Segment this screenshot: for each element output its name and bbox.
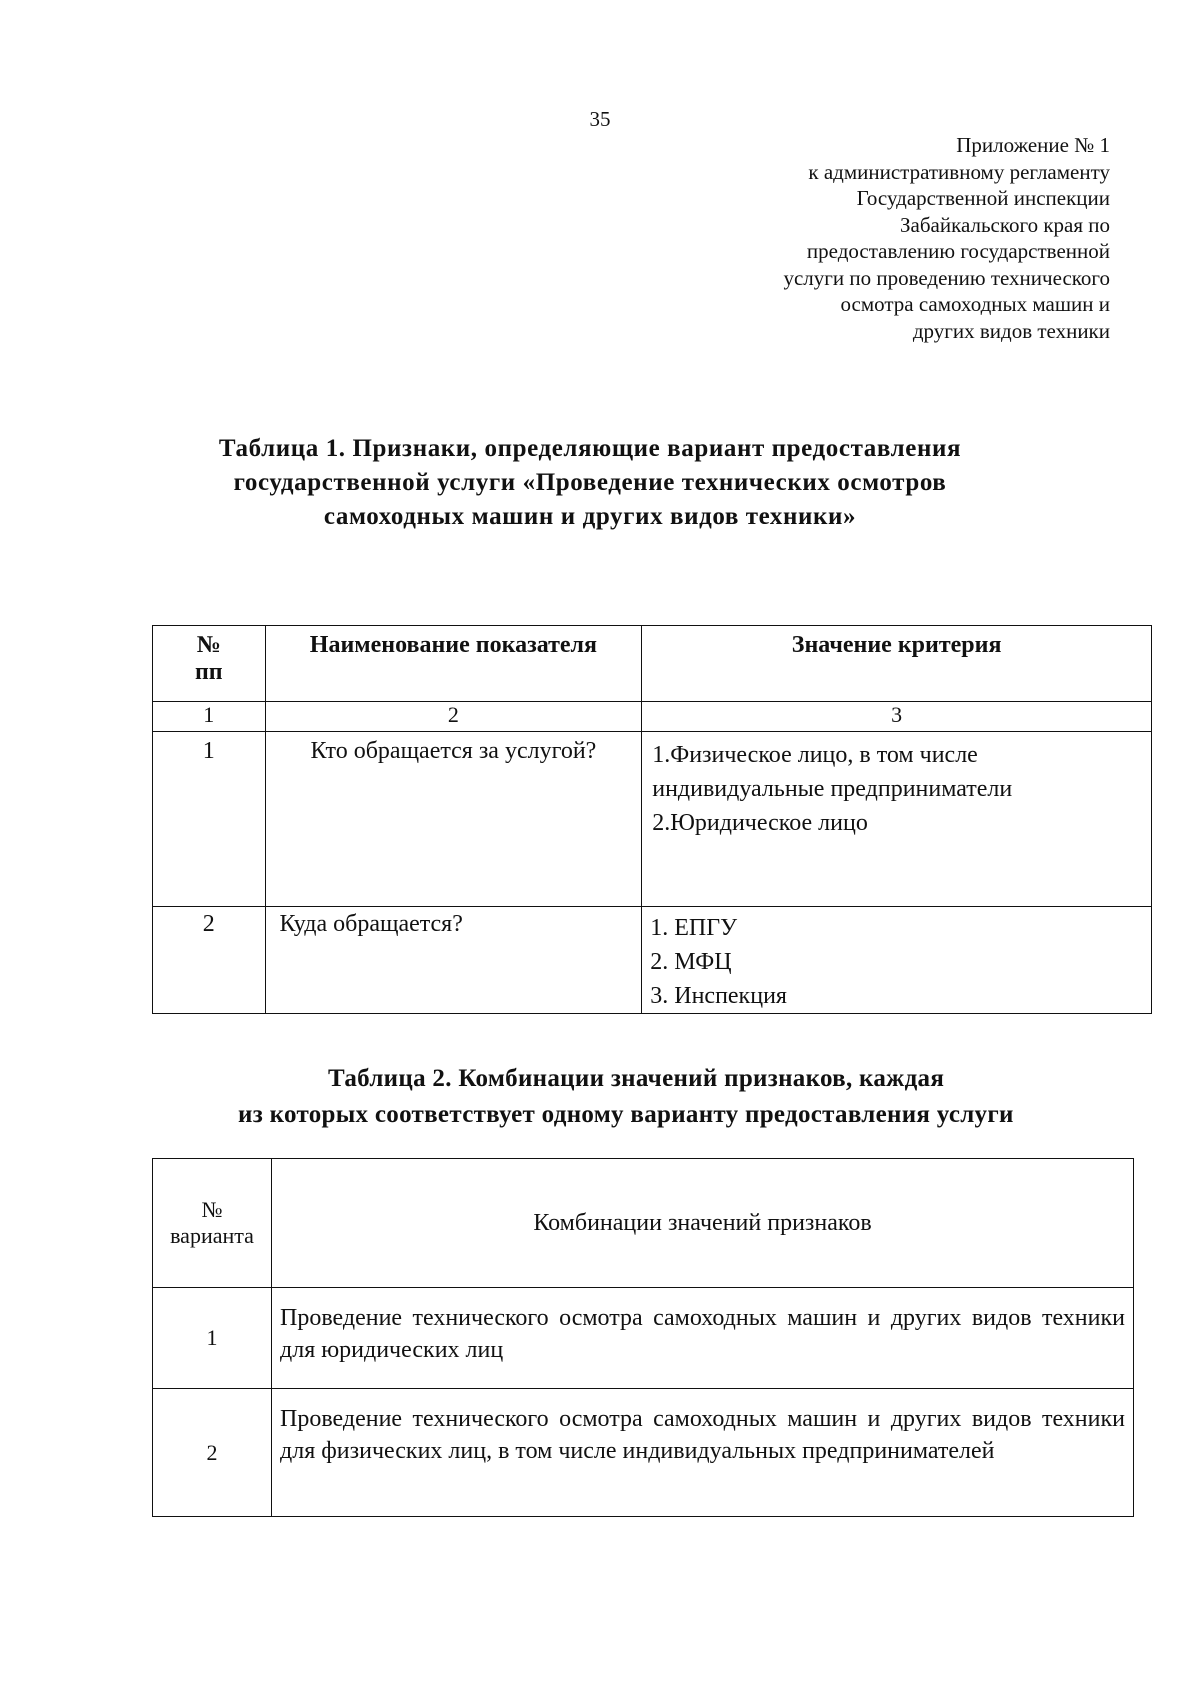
table-row	[153, 907, 1152, 1014]
column-number-cell: 3	[642, 702, 1152, 732]
row-number-cell: 1	[153, 732, 266, 907]
variant-number-cell: 1	[153, 1288, 272, 1389]
appendix-line: Приложение № 1	[956, 133, 1110, 157]
indicator-cell: Куда обращается?	[265, 907, 642, 1014]
column-number-row	[153, 702, 1152, 732]
indicator-cell: Кто обращается за услугой?	[265, 732, 642, 907]
appendix-line: Государственной инспекции	[856, 186, 1110, 210]
column-number-cell: 1	[153, 702, 266, 732]
header-number-line: №	[196, 632, 221, 658]
table-header-row	[153, 1159, 1134, 1288]
header-number-line: пп	[194, 659, 223, 685]
header-variant-cell	[153, 1159, 272, 1288]
criteria-line: 3. Инспекция	[650, 983, 787, 1009]
criteria-line: 2.Юридическое лицо	[652, 810, 868, 836]
criteria-cell	[642, 732, 1152, 907]
table1-title-line: Таблица 1. Признаки, определяющие вариант предоставления	[218, 435, 962, 462]
table2-title	[200, 1061, 1160, 1133]
page-number: 35	[589, 107, 611, 131]
header-criterion-cell: Значение критерия	[642, 626, 1152, 702]
appendix-line: услуги по проведению технического	[783, 265, 1110, 290]
column-number-cell: 2	[265, 702, 642, 732]
table1-title-line: государственной услуги «Проведение технических осмотров	[233, 469, 947, 496]
header-variant-line: варианта	[170, 1223, 254, 1248]
table2-title-line: Таблица 2. Комбинации значений признаков, каждая	[328, 1065, 945, 1092]
header-combinations-cell: Комбинации значений признаков	[272, 1159, 1134, 1288]
header-variant-line: №	[201, 1197, 223, 1222]
appendix-line: других видов техники	[912, 318, 1110, 343]
variant-text-cell: Проведение технического осмотра самоходных машин и других видов техники для физических лиц, в том числе индивидуальных предпринимателей	[272, 1389, 1134, 1517]
table-header-row	[153, 626, 1152, 702]
criteria-line: 1. ЕПГУ	[650, 915, 738, 941]
criteria-cell	[642, 907, 1152, 1014]
table-row	[153, 1389, 1134, 1517]
table2-title-line: из которых соответствует одному варианту предоставления услуги	[238, 1101, 1014, 1128]
variant-text-cell: Проведение технического осмотра самоходных машин и других видов техники для юридических лиц	[272, 1288, 1134, 1389]
appendix-line: осмотра самоходных машин и	[840, 292, 1110, 316]
header-indicator-cell: Наименование показателя	[265, 626, 642, 702]
table-row	[153, 732, 1152, 907]
table1-title	[150, 432, 1030, 534]
combinations-table	[152, 1158, 1134, 1517]
variant-number-cell: 2	[153, 1389, 272, 1517]
criteria-line: индивидуальные предприниматели	[652, 776, 1013, 802]
criteria-line: 2. МФЦ	[650, 949, 732, 975]
appendix-line: Забайкальского края по	[900, 212, 1110, 237]
table-row	[153, 1288, 1134, 1389]
header-number-cell	[153, 626, 266, 702]
appendix-header	[783, 132, 1110, 344]
criteria-table	[152, 625, 1152, 1014]
table1-title-line: самоходных машин и других видов техники»	[323, 503, 857, 530]
row-number-cell: 2	[153, 907, 266, 1014]
appendix-line: предоставлению государственной	[806, 239, 1110, 263]
appendix-line: к административному регламенту	[808, 159, 1110, 184]
criteria-line: 1.Физическое лицо, в том числе	[652, 742, 978, 768]
